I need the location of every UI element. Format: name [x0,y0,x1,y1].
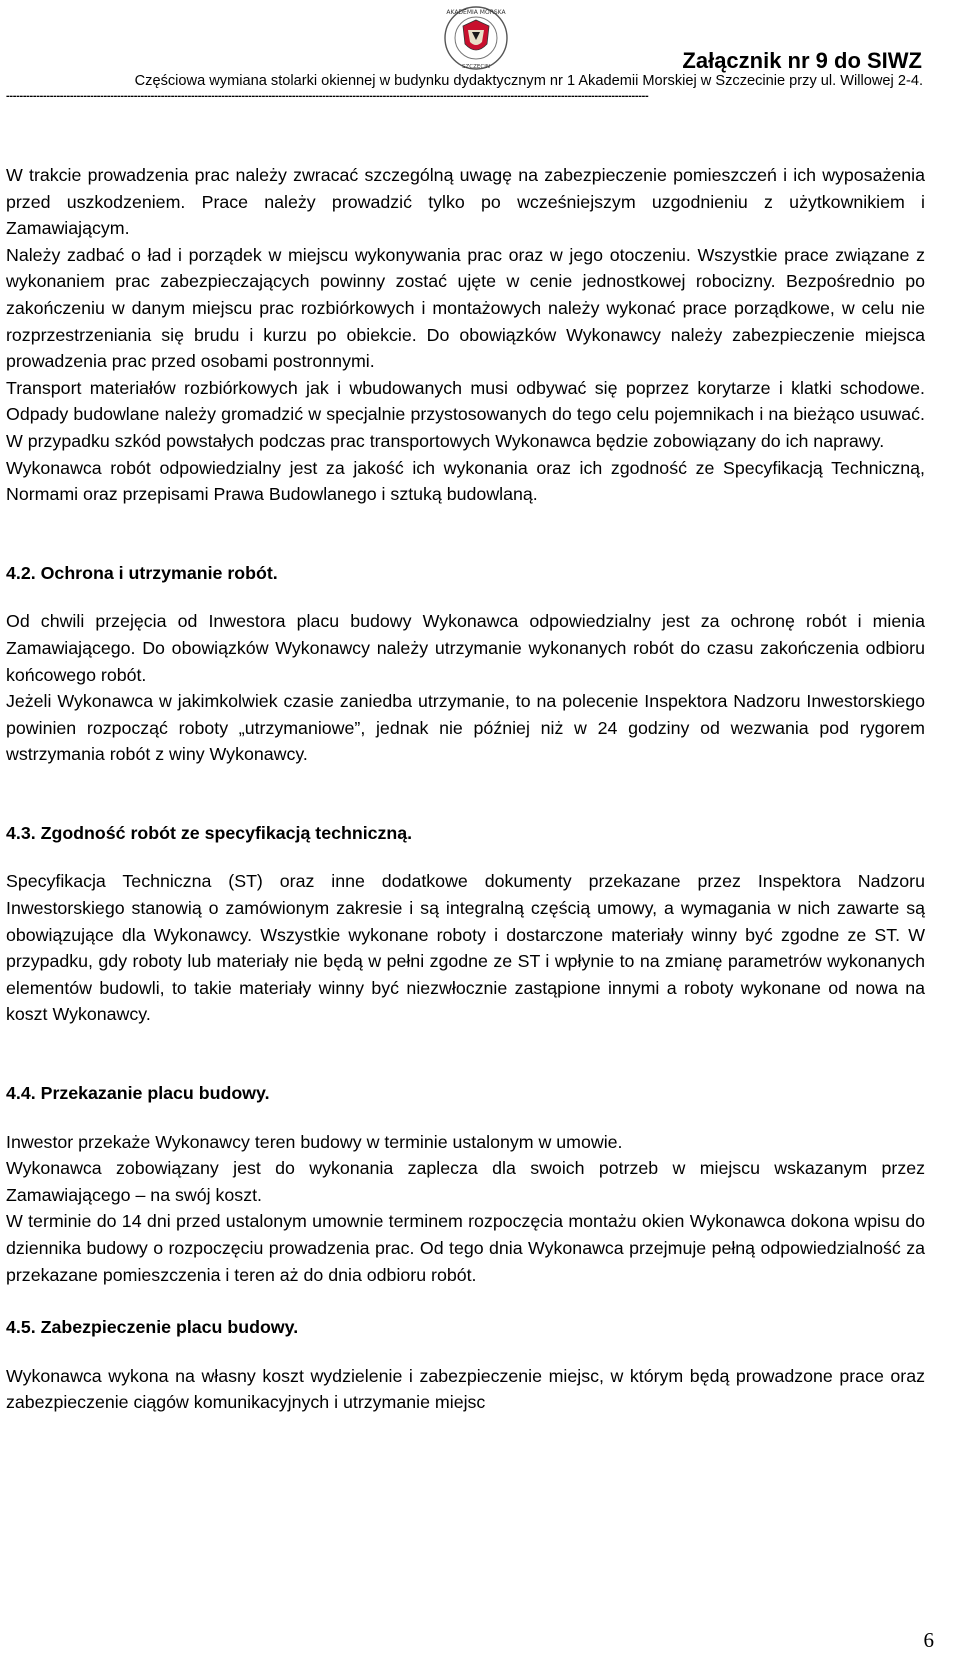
document-body [6,162,925,1416]
section-4-3-heading: 4.3. Zgodność robót ze specyfikacją techniczną. [6,822,413,843]
section-4-4-heading: 4.4. Przekazanie placu budowy. [6,1083,270,1104]
page-number: 6 [923,1628,934,1652]
academy-seal-logo [443,2,509,82]
intro-paragraph-3: Transport materiałów rozbiórkowych jak i wbudowanych musi odbywać się poprzez korytarze i klatki schodowe. Odpady budowlane należy gromadzić w specjalnie przystosowanych do tego celu pojemnikach i na bieżąco usuwać. W przypadku szkód powstałych podczas prac transportowych Wykonawca będzie zobowiązany do ich naprawy. [6,377,925,451]
section-4-2-paragraph-2: Jeżeli Wykonawca w jakimkolwiek czasie zaniedba utrzymanie, to na polecenie Inspektora Nadzoru Inwestorskiego powinien rozpocząć roboty „utrzymaniowe”, jednak nie później niż w 24 godziny od wezwania pod rygorem wstrzymania robót z winy Wykonawcy. [6,691,925,765]
section-4-4-paragraph-2: Wykonawca zobowiązany jest do wykonania zaplecza dla swoich potrzeb w miejscu wskazanym przez Zamawiającego – na swój koszt. [6,1158,925,1205]
svg-text:SZCZECIN: SZCZECIN [462,64,490,70]
section-4-5-paragraph-1: Wykonawca wykona na własny koszt wydzielenie i zabezpieczenie miejsc, w którym będą prowadzone prace oraz zabezpieczenie ciągów komunikacyjnych i utrzymanie miejsc [6,1365,925,1413]
intro-paragraph-2: Należy zadbać o ład i porządek w miejscu wykonywania prac oraz w jego otoczeniu. Wszystkie prace związane z wykonaniem prac zabezpieczających powinny zostać ujęte w cenie jednostkowej robocizny. Bezpośrednio po zakończeniu w danym miejscu prac rozbiórkowych i montażowych należy wykonać prace porządkowe, w celu nie rozprzestrzeniania się brudu i kurzu po obiekcie. Do obowiązków Wykonawcy należy zabezpieczenie miejsca prowadzenia prac przed osobami postronnymi. [6,244,925,372]
section-4-4-paragraph-3: W terminie do 14 dni przed ustalonym umownie terminem rozpoczęcia montażu okien Wykonawca dokona wpisu do dziennika budowy o rozpoczęciu prowadzenia prac. Od tego dnia Wykonawca przejmuje pełną odpowiedzialność za przekazane pomieszczenia i teren aż do dnia odbioru robót. [6,1211,925,1285]
annex-title: Załącznik nr 9 do SIWZ [682,48,922,73]
intro-paragraph-1: W trakcie prowadzenia prac należy zwracać szczególną uwagę na zabezpieczenie pomieszczeń i ich wyposażenia przed uszkodzeniem. Prace należy prowadzić tylko po wcześniejszym uzgodnieniu z użytkownikiem i Zamawiającym. [6,165,925,239]
svg-text:AKADEMIA MORSKA: AKADEMIA MORSKA [446,9,506,16]
section-4-4-paragraph-1: Inwestor przekaże Wykonawcy teren budowy w terminie ustalonym w umowie. [6,1131,623,1152]
section-4-3-paragraph-1: Specyfikacja Techniczna (ST) oraz inne dodatkowe dokumenty przekazane przez Inspektora Nadzoru Inwestorskiego stanowią o zamówionym zakresie i są integralną częścią umowy, a wymagania w nich zawarte są obowiązujące dla Wykonawcy. Wszystkie wykonane roboty i dostarczone materiały winny być zgodne ze ST. W przypadku, gdy roboty lub materiały nie będą w pełni zgodne ze ST i wpłynie to na zmianę parametrów wykonanych elementów budowli, to takie materiały winny być niezwłocznie zastąpione innymi a roboty wykonane od nowa na koszt Wykonawcy. [6,871,925,1025]
project-subtitle: Częściowa wymiana stolarki okiennej w budynku dydaktycznym nr 1 Akademii Morskiej w Szczecinie przy ul. Willowej 2-4. [134,73,923,89]
intro-paragraph-4: Wykonawca robót odpowiedzialny jest za jakość ich wykonania oraz ich zgodność ze Specyfikacją Techniczną, Normami oraz przepisami Prawa Budowlanego i sztuką budowlaną. [6,457,925,505]
section-4-2-heading: 4.2. Ochrona i utrzymanie robót. [6,562,278,583]
section-4-5-heading: 4.5. Zabezpieczenie placu budowy. [6,1317,299,1338]
section-4-2-paragraph-1: Od chwili przejęcia od Inwestora placu budowy Wykonawca odpowiedzialny jest za ochronę robót i mienia Zamawiającego. Do obowiązków Wykonawcy należy utrzymanie wykonanych robót do czasu zakończenia odbioru końcowego robót. [6,611,925,685]
header-dashed-rule: ----------------------------------------------------------------------------------------------------------------------------------------------------------------------------------------------- [6,92,649,100]
